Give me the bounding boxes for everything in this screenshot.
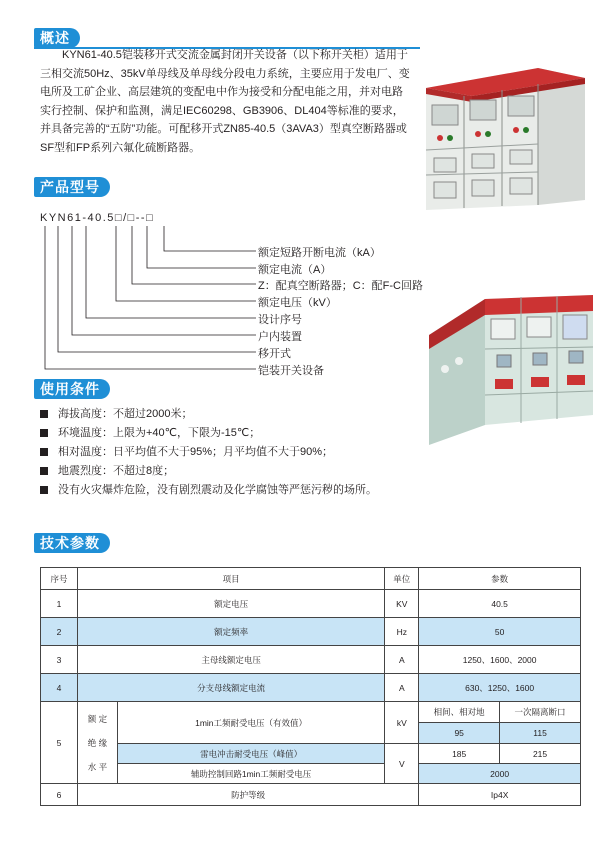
model-desc-1: 额定短路开断电流（kA）: [258, 247, 381, 259]
section-title: 产品型号: [34, 177, 110, 197]
model-desc-8: 铠装开关设备: [258, 365, 324, 377]
section-title: 概述: [34, 28, 80, 48]
header-no: 序号: [41, 568, 78, 590]
list-item: 没有火灾爆炸危险，没有剧烈震动及化学腐蚀等严惩污秽的场所。: [40, 481, 470, 500]
section-header-params: [34, 533, 112, 553]
section-title: 使用条件: [34, 379, 110, 399]
list-item: 环境温度：上限为+40℃，下限为-15℃；: [40, 424, 470, 443]
model-desc-6: 户内装置: [258, 331, 302, 343]
list-item: 地震烈度：不超过8度；: [40, 462, 470, 481]
section-header-conditions: [34, 379, 112, 399]
model-desc-5: 设计序号: [258, 314, 302, 326]
model-desc-2: 额定电流（A）: [258, 264, 332, 276]
model-leader-lines: [40, 212, 440, 382]
table-row: 95 115: [41, 723, 581, 744]
model-desc-4: 额定电压（kV）: [258, 297, 337, 309]
header-unit: 单位: [385, 568, 419, 590]
switchgear-image-top: [420, 60, 590, 220]
table-row: 3 主母线额定电压 A 1250、1600、2000: [41, 646, 581, 674]
section-title: 技术参数: [34, 533, 110, 553]
intro-paragraph: KYN61-40.5铠装移开式交流金属封闭开关设备（以下称开关柜）适用于三相交流50Hz、35kV单母线及单母线分段电力系统，主要应用于发电厂、变电所及工矿企业、高层建筑的变配电中作为接受和分配电能之用，并对电路实行控制、保护和监测，满足IEC60298、GB3906、DL404等标准的要求，并具备完善的“五防”功能。可配移开式ZN85-40.5（3AVA3）型真空断路器或SF型和FP系列六氟化硫断路器。: [40, 49, 410, 154]
section-header-overview: [34, 28, 420, 48]
header-item: 项目: [77, 568, 384, 590]
table-row: 6 防护等级 Ip4X: [41, 784, 581, 806]
table-row: 5 额 定 绝 缘 水 平 1min工频耐受电压（有效值） kV 相间、相对地 一次隔离断口: [41, 702, 581, 723]
table-row: 4 分支母线额定电流 A 630、1250、1600: [41, 674, 581, 702]
model-diagram: [40, 212, 440, 382]
model-desc-7: 移开式: [258, 348, 291, 360]
spec-table: 序号 项目 单位 参数 1 额定电压 KV 40.5 2 额定频率 Hz 50 3 主母线额定电压 A 1250、1600、2000 4 分支母线额定电流 A 630、1250、1600 5 额 定 绝 缘 水 平 1min工频耐受电压（有效值） kV 相间、相对地 一次隔离断口 95 115 雷电冲击耐受电压（峰值） V 185 215 辅助控制回路1min工频耐受电压 2000 6 防护等级 Ip4X: [40, 567, 581, 806]
model-code: KYN61-40.5□/□--□: [40, 212, 155, 224]
table-row: 雷电冲击耐受电压（峰值） V 185 215: [41, 744, 581, 764]
insulation-group-label: 额 定 绝 缘 水 平: [77, 702, 117, 784]
section-header-model: [34, 177, 112, 197]
list-item: 相对温度：日平均值不大于95%；月平均值不大于90%；: [40, 443, 470, 462]
list-item: 海拔高度：不超过2000米；: [40, 405, 470, 424]
table-header-row: [41, 568, 581, 590]
header-value: 参数: [419, 568, 581, 590]
conditions-list: [40, 405, 470, 500]
table-row: 1 额定电压 KV 40.5: [41, 590, 581, 618]
table-row: 2 额定频率 Hz 50: [41, 618, 581, 646]
model-desc-3: Z：配真空断路器；C：配F-C回路: [258, 280, 423, 292]
